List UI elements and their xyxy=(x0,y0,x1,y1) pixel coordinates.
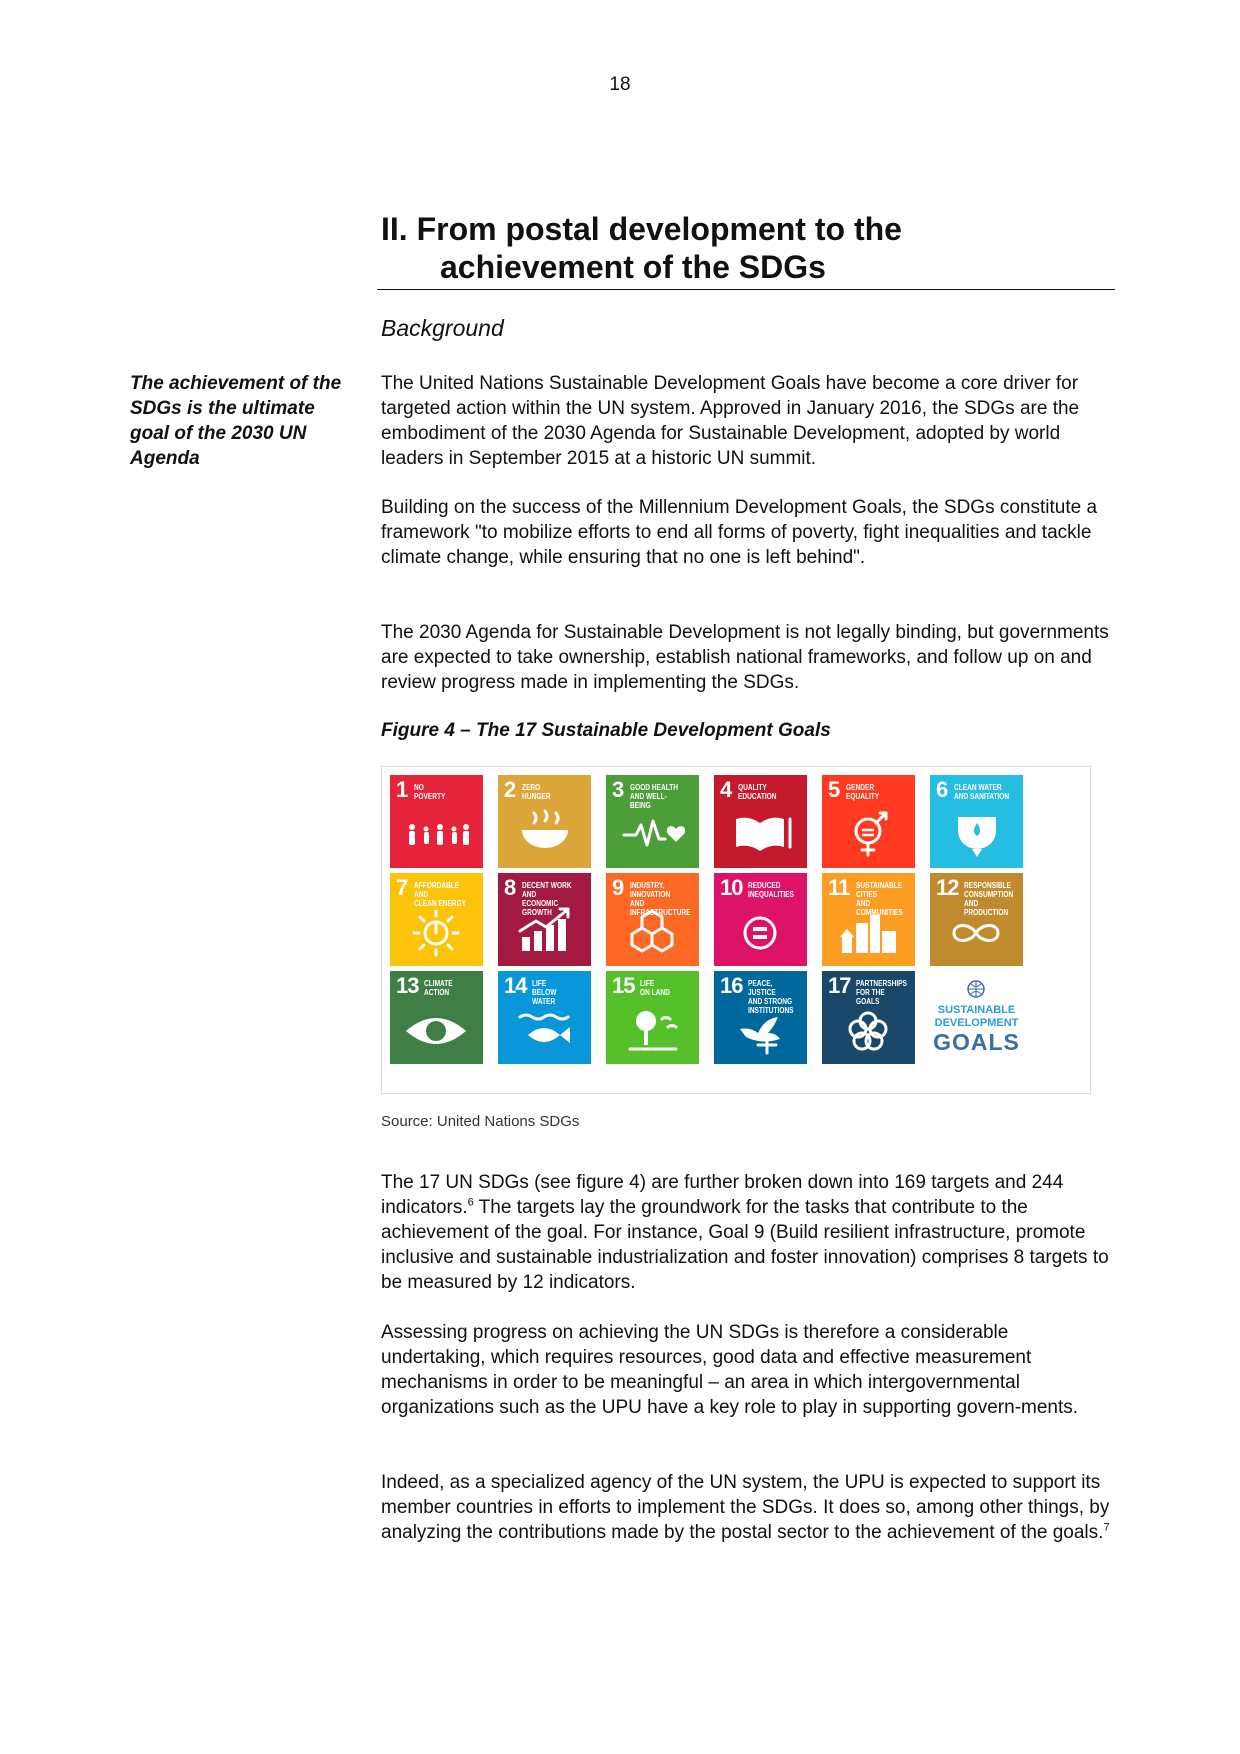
sdg-goal-1 xyxy=(390,775,483,868)
sdg-goal-14 xyxy=(498,971,591,1064)
paragraph-5: Assessing progress on achieving the UN SDGs is therefore a considerable undertaking, which requires resources, good data and effective measurement mechanisms in order to be meaningful – an area in which intergovernmental organizations such as the UPU have a key role to play in supporting govern-ments. xyxy=(381,1322,1079,1418)
sdg-goal-number: 4 xyxy=(720,777,732,802)
sdg-goal-label: SUSTAINABLE CITIES AND COMMUNITIES xyxy=(856,881,903,917)
sdg-goal-label: LIFE ON LAND xyxy=(640,979,670,997)
sdg-logo-line1: SUSTAINABLE xyxy=(937,1004,1016,1016)
paragraph-4 xyxy=(381,1170,1116,1295)
sdg-logo xyxy=(930,971,1023,1064)
sdg-goal-12 xyxy=(930,873,1023,966)
sdg-goal-3 xyxy=(606,775,699,868)
sdg-goal-number: 16 xyxy=(720,973,743,998)
sdg-goal-number: 5 xyxy=(828,777,840,802)
footnote-ref-7[interactable]: 7 xyxy=(1103,1521,1110,1534)
sdg-goal-number: 11 xyxy=(828,875,850,900)
paragraph-1: The United Nations Sustainable Development Goals have become a core driver for targeted action within the UN system. Approved in January 2016, the SDGs are the embodiment of the 2030 Agenda for Sustainable Development, adopted by world leaders in September 2015 at a historic UN summit. xyxy=(381,373,1080,469)
sdg-goal-5 xyxy=(822,775,915,868)
sdg-goal-9 xyxy=(606,873,699,966)
figure-source: Source: United Nations SDGs xyxy=(381,1113,580,1130)
sdg-goal-label: PARTNERSHIPS FOR THE GOALS xyxy=(856,979,907,1006)
sdg-goal-label: NO POVERTY xyxy=(414,783,446,801)
sdg-goal-label: GENDER EQUALITY xyxy=(846,783,880,801)
sdg-goal-15 xyxy=(606,971,699,1064)
sdg-goal-label: RESPONSIBLE CONSUMPTION AND PRODUCTION xyxy=(964,881,1014,917)
sdg-goal-7 xyxy=(390,873,483,966)
sdg-goal-label: DECENT WORK AND ECONOMIC GROWTH xyxy=(522,881,572,917)
margin-note: The achievement of the SDGs is the ultimate goal of the 2030 UN Agenda xyxy=(130,373,342,469)
sdg-goal-number: 10 xyxy=(720,875,743,900)
sdg-goal-label: PEACE, JUSTICE AND STRONG INSTITUTIONS xyxy=(748,979,794,1015)
un-globe-icon xyxy=(966,979,986,999)
footnote-ref-6[interactable]: 6 xyxy=(467,1196,474,1209)
paragraph-3: The 2030 Agenda for Sustainable Development is not legally binding, but governments are expected to take ownership, establish national frameworks, and follow up on and review progress made in implementing the SDGs. xyxy=(381,622,1109,693)
sdg-goal-number: 8 xyxy=(504,875,516,900)
sdg-goal-number: 12 xyxy=(936,875,959,900)
sdg-goal-label: QUALITY EDUCATION xyxy=(738,783,777,801)
sdg-goal-number: 6 xyxy=(936,777,948,802)
sdg-goal-10 xyxy=(714,873,807,966)
paragraph-6 xyxy=(381,1470,1116,1545)
sdg-goal-number: 15 xyxy=(612,973,635,998)
section-heading xyxy=(381,210,1116,286)
sdg-goal-4 xyxy=(714,775,807,868)
sdg-goal-label: INDUSTRY, INNOVATION AND INFRASTRUCTURE xyxy=(630,881,691,917)
sdg-goal-number: 1 xyxy=(396,777,408,802)
sdg-goal-6 xyxy=(930,775,1023,868)
figure-caption: Figure 4 – The 17 Sustainable Development Goals xyxy=(381,720,831,741)
subheading: Background xyxy=(381,315,504,341)
sdg-goal-number: 14 xyxy=(504,973,527,998)
paragraph-2: Building on the success of the Millennium Development Goals, the SDGs constitute a framework "to mobilize efforts to end all forms of poverty, fight inequalities and tackle climate change, while ensuring that no one is left behind". xyxy=(381,497,1098,568)
paragraph-6-text: Indeed, as a specialized agency of the UN system, the UPU is expected to support its member countries in efforts to implement the SDGs. It does so, among other things, by analyzing the contributions made by the postal sector to the achievement of the goals. xyxy=(381,1472,1110,1543)
sdg-goal-label: ZERO HUNGER xyxy=(522,783,551,801)
sdg-goal-label: CLIMATE ACTION xyxy=(424,979,453,997)
sdg-goal-2 xyxy=(498,775,591,868)
sdg-figure xyxy=(381,766,1091,1094)
sdg-goal-16 xyxy=(714,971,807,1064)
page-number: 18 xyxy=(609,74,631,95)
paragraph-4-text-b: The targets lay the groundwork for the tasks that contribute to the achievement of the goal. For instance, Goal 9 (Build resilient infrastructure, promote inclusive and sustainable industrialization and foster innovation) comprises 8 targets to be measured by 12 indicators. xyxy=(381,1197,1109,1293)
sdg-goal-label: LIFE BELOW WATER xyxy=(532,979,557,1006)
sdg-goal-17 xyxy=(822,971,915,1064)
heading-rule xyxy=(377,289,1115,290)
sdg-goal-number: 3 xyxy=(612,777,624,802)
sdg-goal-number: 17 xyxy=(828,973,851,998)
sdg-goal-number: 9 xyxy=(612,875,624,900)
sdg-goal-number: 2 xyxy=(504,777,516,802)
section-heading-line2: achievement of the SDGs xyxy=(440,249,826,285)
sdg-goal-13 xyxy=(390,971,483,1064)
sdg-goal-label: REDUCED INEQUALITIES xyxy=(748,881,794,899)
sdg-logo-line3: GOALS xyxy=(933,1029,1020,1055)
sdg-logo-line2: DEVELOPMENT xyxy=(934,1017,1019,1029)
sdg-goal-number: 13 xyxy=(396,973,419,998)
sdg-goal-8 xyxy=(498,873,591,966)
sdg-goal-number: 7 xyxy=(396,875,408,900)
sdg-goal-label: CLEAN WATER AND SANITATION xyxy=(954,783,1010,801)
sdg-goal-11 xyxy=(822,873,915,966)
sdg-goal-label: GOOD HEALTH AND WELL-BEING xyxy=(630,783,678,810)
section-heading-line1: II. From postal development to the xyxy=(381,211,902,247)
paragraph-4-text-a: The 17 UN SDGs (see figure 4) are further broken down into 169 targets and 244 indicators. xyxy=(381,1172,1064,1218)
sdg-goal-label: AFFORDABLE AND CLEAN ENERGY xyxy=(414,881,467,908)
